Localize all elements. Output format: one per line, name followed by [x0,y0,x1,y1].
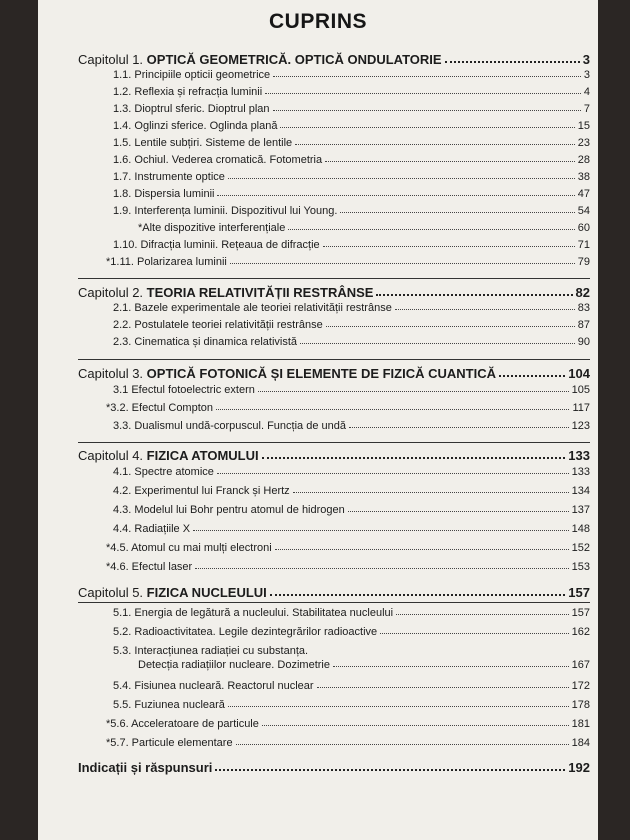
answers-page: 192 [568,760,590,775]
section-row: 5.1. Energia de legătură a nucleului. Stabilitatea nucleului 157 [113,607,590,619]
chapter-5-title: FIZICA NUCLEULUI [146,585,267,600]
toc-page [38,0,598,840]
section-row: 1.3. Dioptrul sferic. Dioptrul plan 7 [113,103,590,115]
chapter-4-number: Capitolul 4. [78,448,144,463]
chapter-4-title: FIZICA ATOMULUI [146,448,259,463]
section-row: 4.1. Spectre atomice 133 [113,466,590,478]
chapter-1-page: 3 [582,52,590,67]
chapter-5-row [78,585,590,600]
chapter-2-title: TEORIA RELATIVITĂȚII RESTRÂNSE [146,285,374,300]
divider [78,442,590,443]
section-row: 1.9. Interferența luminii. Dispozitivul lui Young. 54 [113,205,590,217]
section-row: *4.6. Efectul laser 153 [106,561,590,573]
section-row: 5.4. Fisiunea nucleară. Reactorul nuclear 172 [113,680,590,692]
section-row: 1.5. Lentile subțiri. Sisteme de lentile 23 [113,137,590,149]
answers-title: Indicații și răspunsuri [78,760,213,775]
divider [78,602,590,603]
chapter-2-number: Capitolul 2. [78,285,144,300]
section-row: 2.2. Postulatele teoriei relativității restrânse 87 [113,319,590,331]
section-row: 1.8. Dispersia luminii 47 [113,188,590,200]
section-row: 1.6. Ochiul. Vederea cromatică. Fotometria 28 [113,154,590,166]
section-row: 3.1 Efectul fotoelectric extern 105 [113,384,590,396]
section-row: 5.2. Radioactivitatea. Legile dezintegrărilor radioactive 162 [113,626,590,638]
section-row: Detecția radiațiilor nucleare. Dozimetrie 167 [138,659,590,671]
divider [78,359,590,360]
section-row: *3.2. Efectul Compton 117 [106,402,590,414]
chapter-3-row [78,366,590,381]
chapter-4-page: 133 [568,448,590,463]
section-row: *1.11. Polarizarea luminii 79 [106,256,590,268]
section-row: 1.10. Difracția luminii. Rețeaua de difracție 71 [113,239,590,251]
divider [78,278,590,279]
chapter-1-number: Capitolul 1. [78,52,144,67]
section-row: 1.7. Instrumente optice 38 [113,171,590,183]
section-row: 2.3. Cinematica și dinamica relativistă 90 [113,336,590,348]
section-row: 4.4. Radiațiile X 148 [113,523,590,535]
chapter-5-page: 157 [568,585,590,600]
section-row: *5.6. Acceleratoare de particule 181 [106,718,590,730]
section-row: 3.3. Dualismul undă-corpuscul. Funcția de undă 123 [113,420,590,432]
section-row: 4.2. Experimentul lui Franck și Hertz 134 [113,485,590,497]
section-row: 1.4. Oglinzi sferice. Oglinda plană 15 [113,120,590,132]
section-row: 1.1. Principiile opticii geometrice 3 [113,69,590,81]
chapter-3-number: Capitolul 3. [78,366,144,381]
section-row: 5.3. Interacțiunea radiației cu substanța. [113,645,309,657]
section-row: 5.5. Fuziunea nucleară 178 [113,699,590,711]
chapter-4-row [78,448,590,463]
section-row: 1.2. Reflexia și refracția luminii 4 [113,86,590,98]
section-row: *5.7. Particule elementare 184 [106,737,590,749]
section-row: 4.3. Modelul lui Bohr pentru atomul de hidrogen 137 [113,504,590,516]
chapter-3-title: OPTICĂ FOTONICĂ ȘI ELEMENTE DE FIZICĂ CUANTICĂ [146,366,496,381]
chapter-2-row [78,285,590,300]
section-row: *4.5. Atomul cu mai mulți electroni 152 [106,542,590,554]
chapter-2-page: 82 [575,285,590,300]
chapter-3-page: 104 [568,366,590,381]
chapter-5-number: Capitolul 5. [78,585,144,600]
section-row: *Alte dispozitive interferențiale 60 [138,222,590,234]
answers-row [78,760,590,775]
chapter-1-row [78,52,590,67]
page-title: CUPRINS [268,10,367,33]
section-row: 2.1. Bazele experimentale ale teoriei relativității restrânse 83 [113,302,590,314]
chapter-1-title: OPTICĂ GEOMETRICĂ. OPTICĂ ONDULATORIE [146,52,442,67]
